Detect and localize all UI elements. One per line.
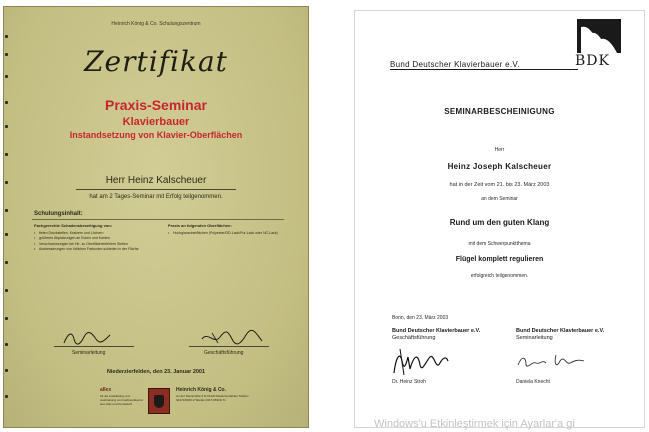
windows-activation-watermark: Windows'u Etkinleştirmek için Ayarlar'a gi (374, 418, 575, 430)
list-item: • Verschrammungen bei Hir- zu Oberflächenfehlern Stellen (34, 242, 144, 247)
focus-topic: Flügel komplett regulieren (455, 256, 544, 263)
place-and-date: Niederzierfelden, den 23. Januar 2001 (106, 369, 206, 375)
participation-statement: hat am 2 Tages-Seminar mit Erfolg teilgenommen. (89, 194, 223, 200)
allex-logo (148, 388, 170, 414)
salutation: Herr (494, 147, 505, 153)
list-item: • tiefen Druckstellen, Kratzern und Löchern (34, 231, 144, 236)
koenig-certificate (3, 6, 309, 428)
seminar-lead-signature-block (516, 328, 604, 341)
training-content-label: Schulungsinhalt: (34, 211, 83, 217)
seminar-intro: an dem Seminar (481, 196, 518, 202)
signatory-role: Seminarleitung (516, 335, 553, 341)
document-title: SEMINARBESCHEINIGUNG (444, 107, 555, 116)
seminar-subtitle: Klavierbauer (122, 116, 190, 128)
organization-header: Bund Deutscher Klavierbauer e.V. (390, 60, 520, 69)
management-signature-block (392, 328, 480, 341)
signatory-role: Geschäftsführung (392, 335, 436, 341)
completion-statement: erfolgreich teilgenommen. (470, 273, 529, 279)
bdk-certificate (354, 10, 645, 428)
seminar-topic: Instandsetzung von Klavier-Oberflächen (69, 130, 243, 140)
binder-dots (4, 35, 9, 415)
signatory-organization: Bund Deutscher Klavierbauer e.V. (392, 328, 481, 334)
bdk-logo-text: BDK (575, 53, 610, 69)
surface-practice-title: Praxis an folgenden Oberflächen: (168, 223, 232, 228)
company-address: An der Steinmühle 6 D-51120 Niederzierfelden Telefon 04171/8330-0 Telefax 04171/8330-71 (176, 394, 249, 402)
management-label: Geschäftsführung (204, 350, 244, 356)
surface-practice-list (168, 224, 283, 236)
seminar-lead-signature (516, 351, 586, 371)
list-item: • Ausbesserungen von örtlichen Farbunter-schieden in der Fläche (34, 247, 144, 252)
signature-line (189, 346, 269, 347)
list-item: • größeren Abplatzungen an Ecken und Kanten (34, 236, 144, 241)
damage-repair-list (34, 224, 144, 253)
signer-name: Daniela Knecht (516, 379, 550, 385)
management-signature (200, 329, 264, 347)
allex-label: allex (100, 387, 112, 393)
director-signature (392, 347, 450, 377)
seminar-lead-label: Seminarleitung (72, 350, 106, 356)
place-and-date: Bonn, den 23. März 2003 (392, 315, 449, 321)
name-underline (76, 189, 236, 190)
signature-line (54, 346, 134, 347)
signatory-organization: Bund Deutscher Klavierbauer e.V. (516, 328, 605, 334)
certificate-footer (100, 387, 260, 421)
seminar-heading: Praxis-Seminar (105, 97, 207, 113)
certificate-title: Zertifikat (84, 45, 228, 78)
allex-description: für die Ausbildung und Ausbreitung von Fachwerkkunst aus Holz und Kunststoff (100, 394, 143, 406)
participant-name: Heinz Joseph Kalscheuer (447, 162, 552, 171)
participant-name: Herr Heinz Kalscheuer (105, 175, 207, 186)
signer-name: Dr. Heinz Stroh (392, 379, 426, 385)
seminar-lead-signature (62, 329, 112, 347)
issuer-header: Heinrich König & Co. Schulungszentrum (111, 21, 201, 27)
header-rule (390, 69, 578, 70)
company-label: Heinrich König & Co. (176, 387, 226, 393)
focus-intro: mit dem Schwerpunktthema (468, 241, 531, 247)
seminar-period: hat in der Zeit vom 21. bis 23. März 2003 (449, 182, 550, 188)
seminar-title: Rund um den guten Klang (449, 218, 550, 227)
damage-repair-title: Fachgerechte Schadensbeseitigung von: (34, 223, 113, 228)
list-item: • Hochglanzoberflächen (Polyester/DD-Lack/Pur-Lack oder NC-Lack) (168, 231, 283, 236)
